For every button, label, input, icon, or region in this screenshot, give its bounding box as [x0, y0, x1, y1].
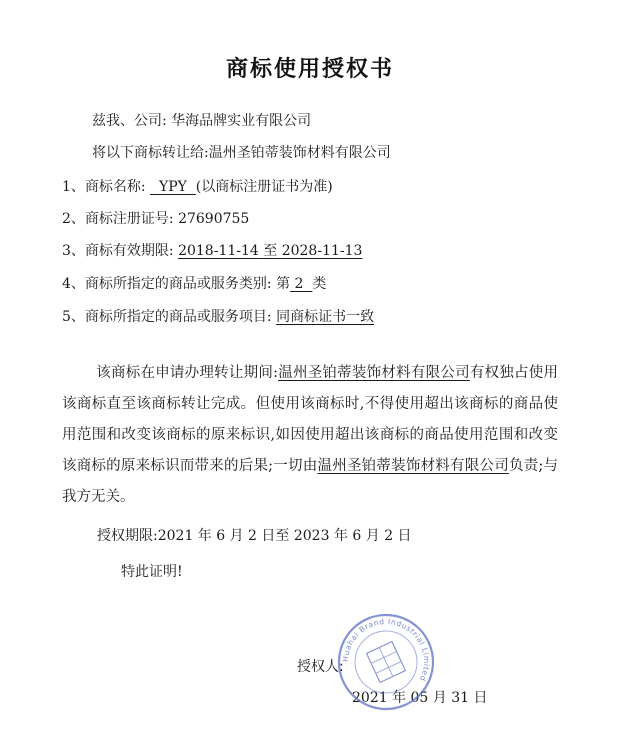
- signature-date: 2021 年 05 月 31 日: [352, 690, 488, 706]
- class-value: 2: [294, 276, 304, 292]
- item-validity-period: [62, 241, 362, 261]
- item-label: 3、商标有效期限:: [62, 243, 174, 259]
- paragraph-part3: 负责;与我方无关。: [62, 458, 559, 505]
- item-goods-class: [62, 274, 326, 294]
- item-label: 1、商标名称:: [62, 179, 146, 195]
- company-seal: [336, 612, 436, 712]
- signature-label: 授权人:: [297, 659, 344, 675]
- goods-services-value: 同商标证书一致: [276, 309, 375, 325]
- validity-range: 2018-11-14 至 2028-11-13: [178, 243, 363, 259]
- item-label: 2、商标注册证号:: [62, 211, 174, 227]
- greeting-label: 兹我、公司:: [92, 113, 167, 129]
- class-suffix: 类: [312, 276, 327, 292]
- seal-icon: [336, 612, 436, 712]
- item-label: 4、商标所指定的商品或服务类别:: [62, 276, 272, 292]
- paragraph-company1: 温州圣铂蒂装饰材料有限公司: [277, 365, 470, 381]
- authorization-paragraph: [62, 358, 558, 513]
- transfer-label: 将以下商标转让给:: [92, 145, 209, 161]
- registration-number-value: 27690755: [178, 211, 250, 227]
- page-title: 商标使用授权书: [225, 57, 394, 82]
- seal-ring-text: Huahai Brand Industrial Limited: [340, 616, 432, 683]
- paragraph-company2: 温州圣铂蒂装饰材料有限公司: [317, 458, 509, 474]
- class-prefix: 第: [276, 276, 291, 292]
- paragraph-part2: 有权独占使用该商标直至该商标转让完成。但使用该商标时,不得使用超出该商标的商品使用范围和改变该商标的原来标识,如因使用超出该商标的商品使用范围和改变该商标的原来标识而带来的后果;一切由: [62, 365, 559, 474]
- transferee-company: 温州圣铂蒂装饰材料有限公司: [208, 145, 391, 161]
- item-goods-services: [62, 307, 374, 327]
- greeting-line: [92, 111, 311, 131]
- item-trademark-name: [62, 177, 333, 197]
- transfer-line: [92, 143, 391, 163]
- trademark-name-note: (以商标注册证书为准): [195, 179, 333, 195]
- authorization-period: 授权期限:2021 年 6 月 2 日至 2023 年 6 月 2 日: [97, 528, 412, 544]
- grantor-company: 华海品牌实业有限公司: [171, 113, 312, 129]
- paragraph-part1: 该商标在申请办理转让期间:: [96, 365, 278, 381]
- item-label: 5、商标所指定的商品或服务项目:: [62, 309, 272, 325]
- trademark-name-value: YPY: [158, 179, 187, 195]
- item-registration-number: [62, 209, 249, 229]
- closing-statement: 特此证明!: [121, 564, 183, 580]
